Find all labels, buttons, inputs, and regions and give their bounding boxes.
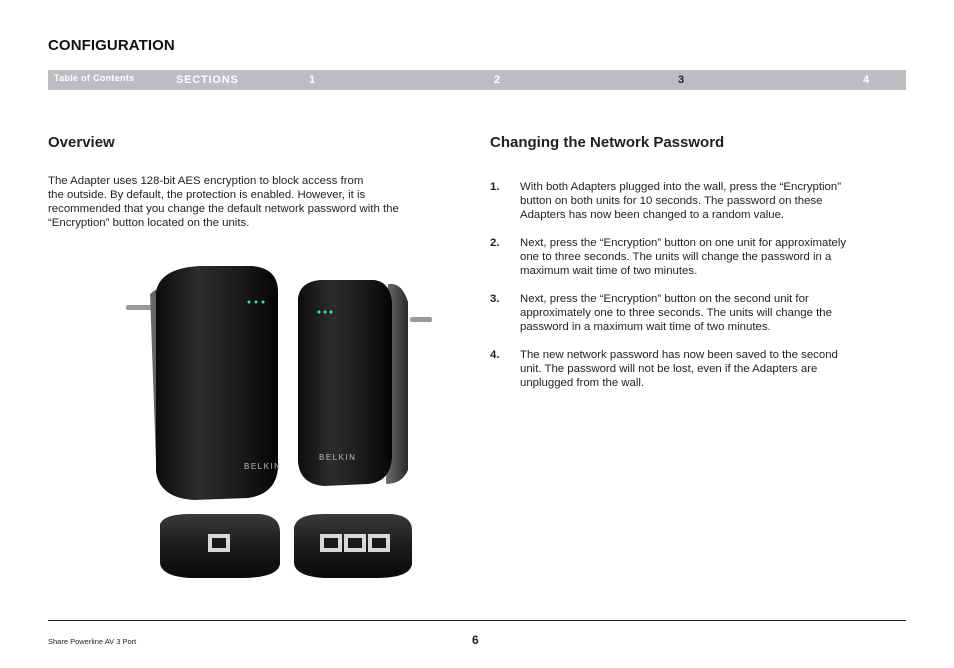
step-line: unplugged from the wall. [520, 377, 645, 389]
brand-logo: BELKIN [244, 462, 282, 471]
step-number: 4. [490, 349, 500, 361]
section-3-link[interactable]: 3 [678, 74, 685, 86]
section-1-link[interactable]: 1 [309, 74, 316, 86]
step-text [520, 292, 902, 334]
status-lights [318, 311, 333, 314]
step-line: unit. The password will not be lost, even if the Adapters are [520, 363, 818, 375]
left-adapter-bottom-view [160, 514, 280, 578]
right-adapter [298, 280, 432, 486]
changing-password-heading: Changing the Network Password [490, 134, 725, 151]
overview-heading: Overview [48, 134, 115, 151]
step-line: The new network password has now been saved to the second [520, 349, 838, 361]
left-adapter [126, 266, 281, 500]
overview-line: “Encryption” button located on the units. [48, 217, 250, 229]
step-line: password in a maximum wait time of two minutes. [520, 321, 771, 333]
page-title: CONFIGURATION [48, 37, 175, 54]
step-text [520, 348, 902, 390]
powerline-adapters-image [120, 262, 440, 582]
section-4-link[interactable]: 4 [863, 74, 870, 86]
list-item [490, 180, 902, 222]
plug-prong [410, 317, 432, 322]
status-lights [248, 301, 265, 304]
page-number: 6 [472, 633, 479, 647]
list-item [490, 292, 902, 334]
list-item [490, 348, 902, 390]
overview-line: the outside. By default, the protection is enabled. However, it is [48, 189, 366, 201]
footer-product-name: Share Powerline AV 3 Port [48, 637, 137, 646]
step-line: Next, press the “Encryption” button on the second unit for [520, 293, 809, 305]
step-line: With both Adapters plugged into the wall, press the “Encryption” [520, 181, 842, 193]
overview-line: The Adapter uses 128-bit AES encryption to block access from [48, 175, 364, 187]
plug-prong [126, 305, 152, 310]
step-text [520, 180, 902, 222]
step-number: 3. [490, 293, 500, 305]
overview-line: recommended that you change the default network password with the [48, 203, 399, 215]
footer-divider [48, 620, 906, 621]
step-line: maximum wait time of two minutes. [520, 265, 698, 277]
table-of-contents-link[interactable]: Table of Contents [54, 73, 135, 83]
step-line: button on both units for 10 seconds. The password on these [520, 195, 823, 207]
overview-paragraph [48, 174, 458, 230]
right-adapter-bottom-view [294, 514, 412, 578]
step-number: 1. [490, 181, 500, 193]
step-line: one to three seconds. The units will change the password in a [520, 251, 832, 263]
sections-label: SECTIONS [176, 74, 239, 86]
step-line: approximately one to three seconds. The units will change the [520, 307, 832, 319]
section-2-link[interactable]: 2 [494, 74, 501, 86]
password-steps-list [490, 180, 902, 404]
step-line: Next, press the “Encryption” button on one unit for approximately [520, 237, 847, 249]
step-line: Adapters has now been changed to a random value. [520, 209, 785, 221]
brand-logo: BELKIN [319, 453, 357, 462]
step-text [520, 236, 902, 278]
section-navigation-bar [48, 70, 906, 90]
step-number: 2. [490, 237, 500, 249]
list-item [490, 236, 902, 278]
